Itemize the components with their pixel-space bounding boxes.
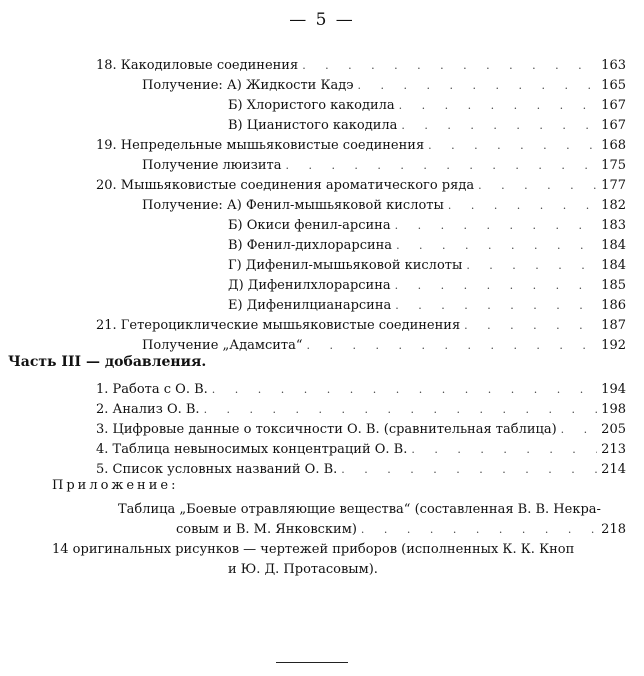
toc-entry-21[interactable] [96, 316, 626, 336]
appendix-label: Приложение: [52, 478, 179, 493]
toc-entry-title: 2. Анализ О. В. [96, 402, 200, 417]
toc-entry-title: Получение „Адамсита“ [142, 338, 303, 353]
toc-entry-page: 186 [601, 298, 626, 313]
part3-heading: Часть III — добавления. [8, 354, 207, 370]
toc-entry-page: 198 [601, 402, 626, 417]
leader-dots [358, 76, 598, 96]
leader-dots [341, 460, 597, 480]
toc-entry-page: 187 [601, 318, 626, 333]
leader-dots [285, 156, 597, 176]
toc-entry-cacodyl-chloride[interactable] [228, 96, 626, 116]
toc-entry-page: 163 [601, 58, 626, 73]
toc-entry-page: 168 [601, 138, 626, 153]
toc-entry-p3-2[interactable] [96, 400, 626, 420]
toc-entry-20[interactable] [96, 176, 626, 196]
toc-entry-title: 3. Цифровые данные о токсичности О. В. (сравнительная таблица) [96, 422, 557, 437]
toc-entry-diphenylarsonic-acid[interactable] [228, 256, 626, 276]
toc-entry-p3-4[interactable] [96, 440, 626, 460]
toc-entry-p3-3[interactable] [96, 420, 626, 440]
toc-entry-title: 19. Непредельные мышьяковистые соединения [96, 138, 425, 153]
toc-entry-title: 20. Мышьяковистые соединения ароматического ряда [96, 178, 475, 193]
toc-entry-diphenylcyanarsine[interactable] [228, 296, 626, 316]
leader-dots [204, 400, 598, 420]
appendix-drawings-line1: 14 оригинальных рисунков — чертежей приборов (исполненных К. К. Кноп [52, 542, 575, 557]
toc-entry-page: 177 [601, 178, 626, 193]
leader-dots [396, 236, 597, 256]
leader-dots [212, 380, 597, 400]
toc-entry-page: 165 [601, 78, 626, 93]
toc-entry-title: В) Цианистого какодила [228, 118, 398, 133]
toc-entry-page: 167 [601, 98, 626, 113]
toc-entry-phenylarsine-oxide[interactable] [228, 216, 626, 236]
toc-entry-18[interactable] [96, 56, 626, 76]
toc-entry-page: 175 [601, 158, 626, 173]
appendix-drawings-line2: и Ю. Д. Протасовым). [228, 562, 378, 577]
toc-entry-lewisite[interactable] [142, 156, 626, 176]
leader-dots [399, 96, 598, 116]
appendix-table-entry[interactable] [176, 520, 626, 540]
toc-entry-page: 185 [601, 278, 626, 293]
leader-dots [448, 196, 597, 216]
toc-entry-title: совым и В. М. Янковским) [176, 522, 357, 537]
leader-dots [401, 116, 597, 136]
toc-entry-title: Б) Окиси фенил-арсина [228, 218, 391, 233]
toc-entry-page: 218 [601, 522, 626, 537]
toc-entry-title: 1. Работа с О. В. [96, 382, 208, 397]
footer-rule [276, 662, 348, 663]
leader-dots [561, 420, 598, 440]
toc-entry-page: 184 [601, 238, 626, 253]
toc-entry-title: В) Фенил-дихлорарсина [228, 238, 393, 253]
leader-dots [395, 216, 598, 236]
toc-entry-title: Получение люизита [142, 158, 282, 173]
toc-entry-page: 184 [601, 258, 626, 273]
leader-dots [478, 176, 597, 196]
toc-entry-page: 183 [601, 218, 626, 233]
toc-entry-page: 194 [601, 382, 626, 397]
toc-entry-title: 21. Гетероциклические мышьяковистые соединения [96, 318, 461, 333]
leader-dots [411, 440, 597, 460]
toc-entry-page: 192 [601, 338, 626, 353]
appendix-table-line1: Таблица „Боевые отравляющие вещества“ (составленная В. В. Некра- [118, 502, 601, 517]
toc-entry-cacodyl-cyanide[interactable] [228, 116, 626, 136]
page-number: — 5 — [289, 10, 355, 30]
leader-dots [395, 276, 598, 296]
leader-dots [395, 296, 597, 316]
toc-entry-title: Д) Дифенилхлорарсина [228, 278, 391, 293]
toc-entry-title: Е) Дифенилцианарсина [228, 298, 392, 313]
leader-dots [428, 136, 597, 156]
leader-dots [361, 520, 597, 540]
toc-entry-title: 5. Список условных названий О. В. [96, 462, 338, 477]
toc-entry-title: 18. Какодиловые соединения [96, 58, 299, 73]
toc-entry-title: 4. Таблица невыносимых концентраций О. В. [96, 442, 408, 457]
leader-dots [307, 336, 598, 356]
toc-entry-title: Г) Дифенил-мышьяковой кислоты [228, 258, 463, 273]
toc-entry-19[interactable] [96, 136, 626, 156]
toc-entry-p3-1[interactable] [96, 380, 626, 400]
toc-entry-page: 167 [601, 118, 626, 133]
toc-entry-page: 213 [601, 442, 626, 457]
toc-entry-title: Получение: А) Жидкости Кадэ [142, 78, 354, 93]
toc-entry-page: 214 [601, 462, 626, 477]
toc-entry-phenyldichlorarsine[interactable] [228, 236, 626, 256]
toc-entry-page: 205 [601, 422, 626, 437]
toc-entry-diphenylchlorarsine[interactable] [228, 276, 626, 296]
toc-entry-phenylarsonic-acid[interactable] [142, 196, 626, 216]
toc-entry-title: Б) Хлористого какодила [228, 98, 395, 113]
leader-dots [302, 56, 597, 76]
leader-dots [464, 316, 597, 336]
toc-entry-title: Получение: А) Фенил-мышьяковой кислоты [142, 198, 444, 213]
leader-dots [466, 256, 597, 276]
toc-entry-cadet-liquid[interactable] [142, 76, 626, 96]
toc-entry-adamsite[interactable] [142, 336, 626, 356]
toc-entry-page: 182 [601, 198, 626, 213]
